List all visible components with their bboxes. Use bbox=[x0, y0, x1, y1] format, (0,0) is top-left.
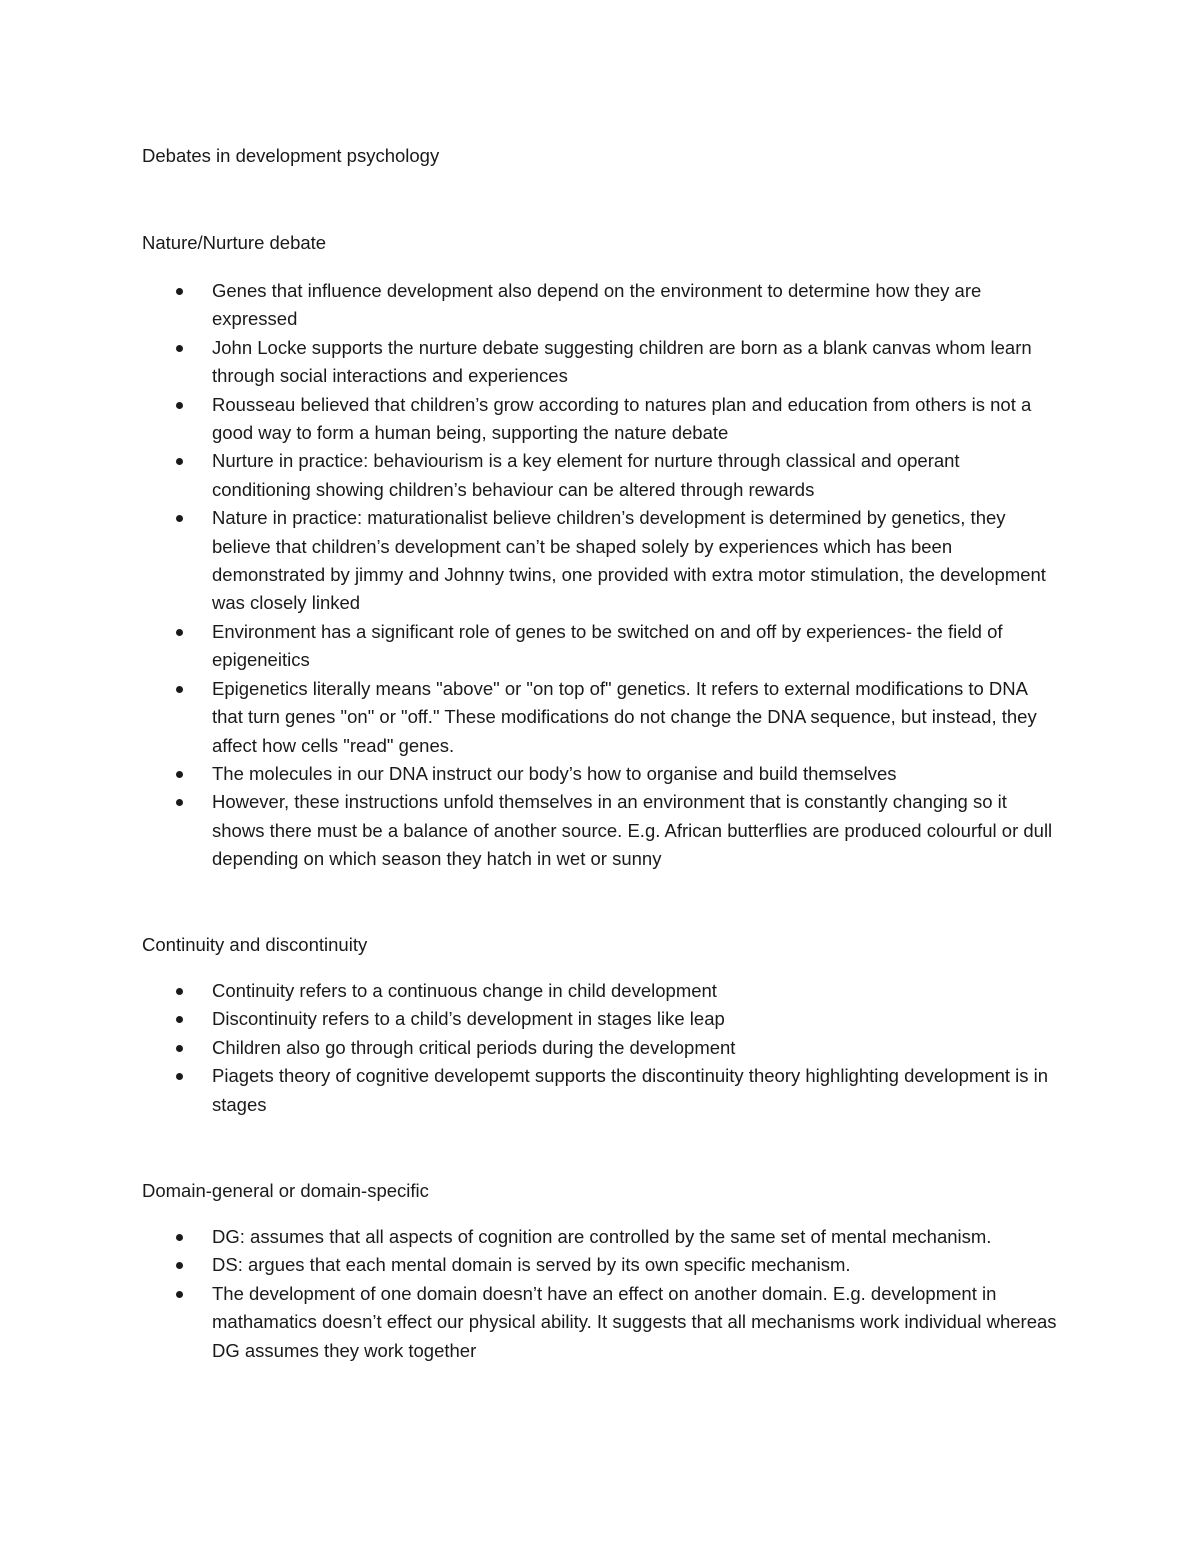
list-item bbox=[142, 788, 1062, 873]
bullet-icon bbox=[176, 515, 183, 522]
bullet-icon bbox=[176, 1045, 183, 1052]
list-item bbox=[142, 391, 1062, 448]
list-item-text: Genes that influence development also depend on the environment to determine how they are expressed bbox=[212, 280, 982, 330]
list-item-text: The development of one domain doesn’t have an effect on another domain. E.g. development in mathamatics doesn’t effect our physical ability. It suggests that all mechanisms work individual whereas DG assumes they work together bbox=[212, 1282, 1057, 1361]
list-item-text: Nurture in practice: behaviourism is a key element for nurture through classical and operant conditioning showing children’s behaviour can be altered through rewards bbox=[212, 450, 960, 500]
list-item bbox=[142, 1005, 1062, 1033]
bullet-icon bbox=[176, 1073, 183, 1080]
bullet-icon bbox=[176, 345, 183, 352]
section-domain bbox=[142, 1179, 1062, 1365]
bullet-icon bbox=[176, 771, 183, 778]
list-item-text: Environment has a significant role of genes to be switched on and off by experiences- the field of epigeneitics bbox=[212, 620, 1003, 671]
list-item-text: However, these instructions unfold themselves in an environment that is constantly changing so it shows there must be a balance of another source. E.g. African butterflies are produced colourful or dull depending on which season they hatch in wet or sunny bbox=[212, 791, 1053, 870]
list-item-text: Piagets theory of cognitive developemt supports the discontinuity theory highlighting development is in stages bbox=[212, 1065, 1049, 1115]
list-item bbox=[142, 760, 1062, 788]
bullet-list bbox=[142, 1223, 1062, 1365]
list-item bbox=[142, 334, 1062, 391]
bullet-list bbox=[142, 977, 1062, 1119]
list-item-text: Epigenetics literally means "above" or "on top of" genetics. It refers to external modifications to DNA that turn genes "on" or "off." These modifications do not change the DNA sequence, but instead, they affect how cells "read" genes. bbox=[212, 677, 1037, 756]
document-title: Debates in development psychology bbox=[142, 145, 440, 166]
section-heading: Domain-general or domain-specific bbox=[142, 1180, 429, 1201]
bullet-icon bbox=[176, 988, 183, 995]
list-item-text: DG: assumes that all aspects of cognition are controlled by the same set of mental mechanism. bbox=[212, 1226, 992, 1247]
list-item-text: Continuity refers to a continuous change in child development bbox=[212, 980, 717, 1001]
list-item bbox=[142, 1280, 1062, 1365]
bullet-icon bbox=[176, 1234, 183, 1241]
bullet-icon bbox=[176, 799, 183, 806]
bullet-list bbox=[142, 277, 1062, 874]
bullet-icon bbox=[176, 402, 183, 409]
section-heading: Continuity and discontinuity bbox=[142, 934, 368, 955]
section-continuity bbox=[142, 933, 1062, 1119]
bullet-icon bbox=[176, 629, 183, 636]
bullet-icon bbox=[176, 288, 183, 295]
list-item bbox=[142, 1251, 1062, 1279]
list-item bbox=[142, 1223, 1062, 1251]
section-nature-nurture bbox=[142, 231, 1062, 874]
list-item-text: Children also go through critical periods during the development bbox=[212, 1036, 736, 1058]
list-item bbox=[142, 977, 1062, 1005]
bullet-icon bbox=[176, 1262, 183, 1269]
list-item bbox=[142, 1034, 1062, 1062]
list-item bbox=[142, 277, 1062, 334]
list-item-text: Rousseau believed that children’s grow according to natures plan and education from others is not a good way to form a human being, supporting the nature debate bbox=[212, 393, 1032, 444]
bullet-icon bbox=[176, 1016, 183, 1023]
list-item-text: Discontinuity refers to a child’s development in stages like leap bbox=[212, 1008, 725, 1030]
list-item-text: The molecules in our DNA instruct our body’s how to organise and build themselves bbox=[212, 762, 897, 784]
list-item bbox=[142, 675, 1062, 760]
list-item-text: John Locke supports the nurture debate suggesting children are born as a blank canvas whom learn through social interactions and experiences bbox=[212, 336, 1032, 387]
list-item-text: Nature in practice: maturationalist believe children’s development is determined by genetics, they believe that children’s development can’t be shaped solely by experiences which has been demonstrated by jimmy and Johnny twins, one provided with extra motor stimulation, the development was closely linked bbox=[212, 507, 1046, 614]
list-item bbox=[142, 504, 1062, 618]
list-item bbox=[142, 618, 1062, 675]
section-heading: Nature/Nurture debate bbox=[142, 232, 327, 253]
list-item bbox=[142, 1062, 1062, 1119]
bullet-icon bbox=[176, 458, 183, 465]
list-item-text: DS: argues that each mental domain is served by its own specific mechanism. bbox=[212, 1254, 851, 1276]
bullet-icon bbox=[176, 686, 183, 693]
list-item bbox=[142, 447, 1062, 504]
bullet-icon bbox=[176, 1291, 183, 1298]
